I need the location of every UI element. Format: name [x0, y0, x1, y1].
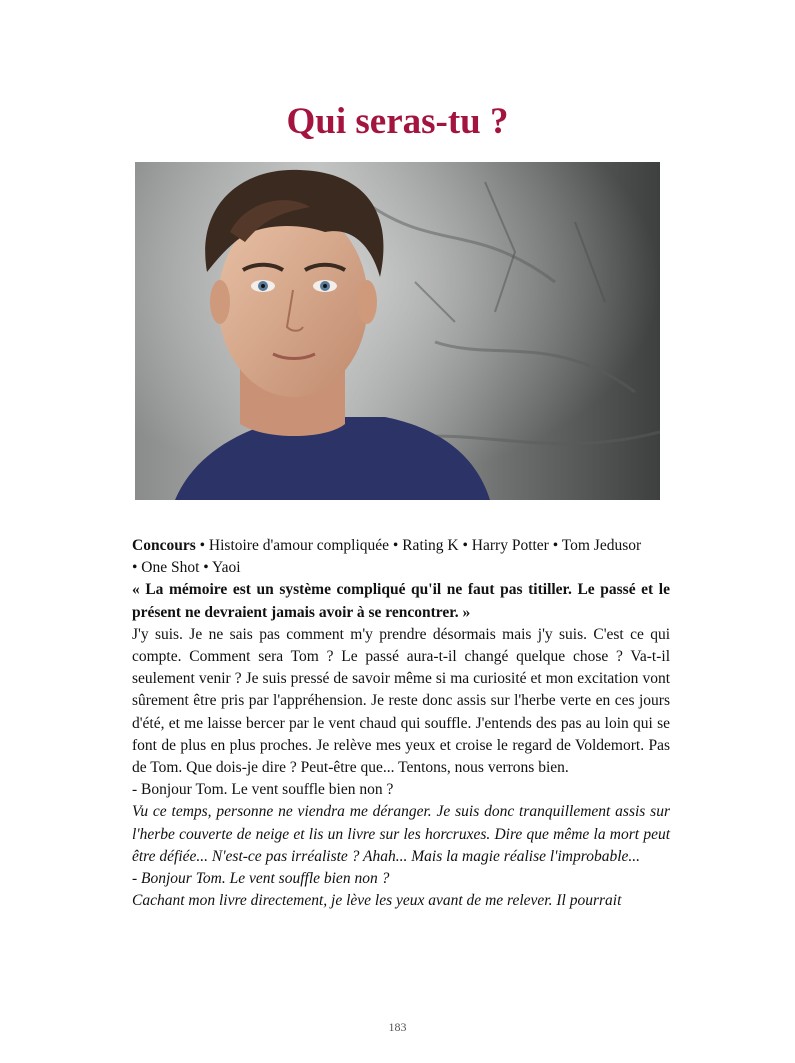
dialogue-2: - Bonjour Tom. Le vent souffle bien non ? — [132, 870, 390, 888]
paragraph-2: Vu ce temps, personne ne viendra me déranger. Je suis donc tranquillement assis sur l'herbe couverte de neige et lis un livre sur les horcruxes. Dire que même la mort peut être défiée... N'est-ce pas irréaliste ? Ahah... Mais la magie réalise l'improbable... — [132, 803, 670, 865]
tag-list: • Histoire d'amour compliquée • Rating K • Harry Potter • Tom Jedusor — [195, 537, 642, 554]
story-quote: « La mémoire est un système compliqué qu'il ne faut pas titiller. Le passé et le présent ne devraient jamais avoir à se rencontrer. » — [132, 581, 670, 621]
story-body — [132, 535, 670, 912]
portrait-illustration — [135, 162, 660, 500]
dialogue-1: - Bonjour Tom. Le vent souffle bien non ? — [132, 781, 394, 799]
page-number: 183 — [388, 1020, 407, 1034]
paragraph-1: J'y suis. Je ne sais pas comment m'y prendre désormais mais j'y suis. C'est ce qui compte. Comment sera Tom ? Le passé aura-t-il changé quelque chose ? Va-t-il seulement venir ? Je suis pressé de savoir même si ma curiosité et mon excitation vont sûrement être pris par l'appréhension. Je reste donc assis sur l'herbe verte en ces jours d'été, et me laisse bercer par le vent chaud qui souffle. J'entends des pas au loin qui se font de plus en plus proches. Je relève mes yeux et croise le regard de Voldemort. Pas de Tom. Que dois-je dire ? Peut-être que... Tentons, nous verrons bien. — [132, 625, 670, 777]
portrait-photo — [135, 162, 660, 500]
story-tags — [132, 535, 670, 557]
tag-category: Concours — [132, 537, 196, 554]
paragraph-3: Cachant mon livre directement, je lève les yeux avant de me relever. Il pourrait — [132, 892, 622, 910]
story-tags-line2: • One Shot • Yaoi — [132, 559, 241, 577]
story-title: Qui seras-tu ? — [286, 101, 509, 142]
